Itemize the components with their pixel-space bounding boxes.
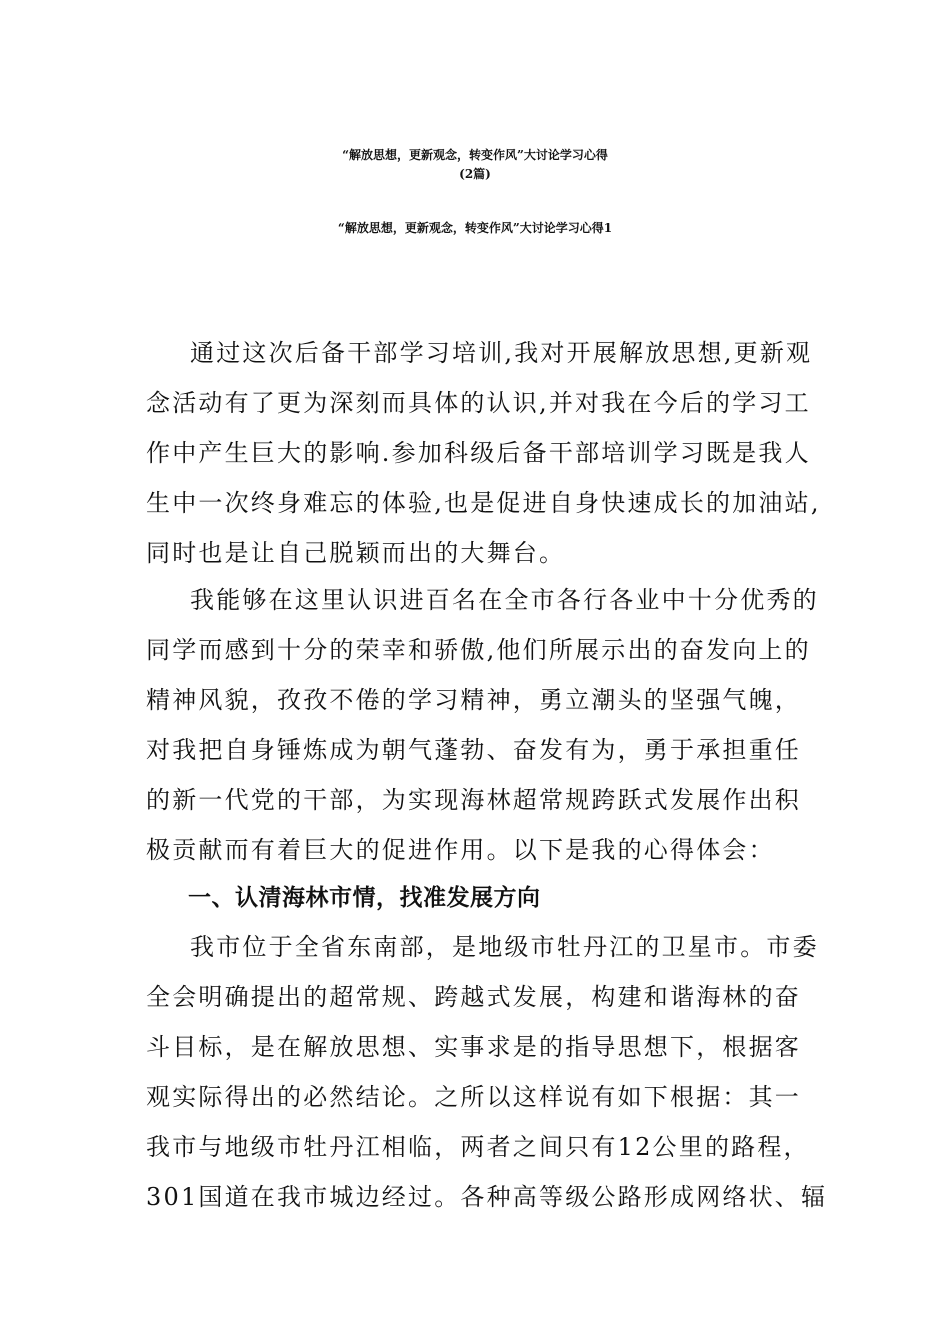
- paragraph-line: 同学而感到十分的荣幸和骄傲,他们所展示出的奋发向上的: [146, 636, 811, 664]
- paragraph-line: 精神风貌，孜孜不倦的学习精神，勇立潮头的坚强气魄，: [146, 686, 801, 714]
- paragraph-line: 作中产生巨大的影响.参加科级后备干部培训学习既是我人: [146, 439, 811, 467]
- paragraph-line: 我市位于全省东南部，是地级市牡丹江的卫星市。市委: [190, 933, 819, 961]
- paragraph-line: 301国道在我市城边经过。各种高等级公路形成网络状、辐: [146, 1183, 828, 1211]
- paragraph-line: 生中一次终身难忘的体验,也是促进自身快速成长的加油站,: [146, 489, 821, 517]
- paragraph-line: 同时也是让自己脱颖而出的大舞台。: [146, 539, 566, 567]
- paragraph-2: [146, 575, 819, 875]
- document-subtitle-count: (2篇): [459, 167, 491, 181]
- paragraph-line: 我能够在这里认识进百名在全市各行各业中十分优秀的: [190, 586, 819, 614]
- paragraph-1: [146, 328, 821, 578]
- paragraph-3: [146, 922, 828, 1222]
- paragraph-line: 观实际得出的必然结论。之所以这样说有如下根据：其一: [146, 1083, 801, 1111]
- paragraph-line: 全会明确提出的超常规、跨越式发展，构建和谐海林的奋: [146, 983, 801, 1011]
- paragraph-line: 的新一代党的干部，为实现海林超常规跨跃式发展作出积: [146, 786, 801, 814]
- article-title: “解放思想，更新观念，转变作风”大讨论学习心得1: [337, 221, 613, 235]
- section-heading: 一、认清海林市情，找准发展方向: [188, 884, 541, 911]
- paragraph-line: 极贡献而有着巨大的促进作用。以下是我的心得体会：: [146, 836, 775, 864]
- document-title: “解放思想，更新观念，转变作风”大讨论学习心得: [342, 148, 608, 162]
- paragraph-line: 念活动有了更为深刻而具体的认识,并对我在今后的学习工: [146, 389, 811, 417]
- paragraph-line: 我市与地级市牡丹江相临，两者之间只有12公里的路程，: [146, 1133, 810, 1161]
- paragraph-line: 通过这次后备干部学习培训,我对开展解放思想,更新观: [190, 339, 813, 367]
- paragraph-line: 斗目标，是在解放思想、实事求是的指导思想下，根据客: [146, 1033, 801, 1061]
- paragraph-line: 对我把自身锤炼成为朝气蓬勃、奋发有为，勇于承担重任: [146, 736, 801, 764]
